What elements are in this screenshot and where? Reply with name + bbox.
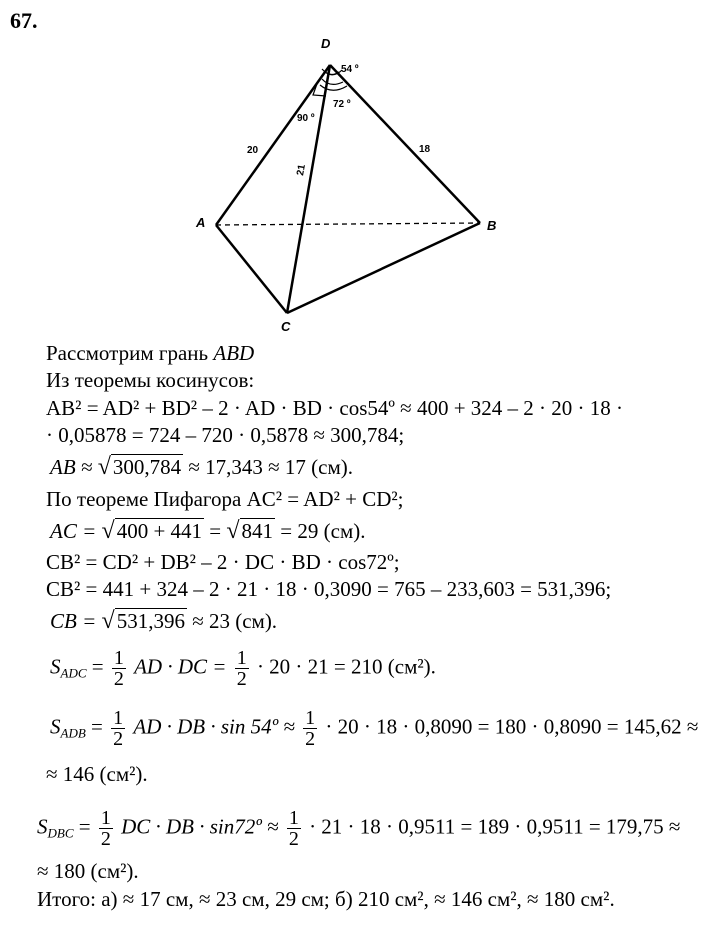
edge-label-cd: 21 [295, 163, 308, 177]
area-dbc-formula: $S_{DBC}$ = $\frac{1}{2}$ DC · DB · sin72º ≈ $\frac{1}{2}$ · 21 · 18 · 0,9511 = 189 · 0,9511 = 179,75 ≈ [37, 807, 681, 850]
area-adb-formula: $S_{ADB}$ = $\frac{1}{2}$ AD · DB · sin 54º ≈ $\frac{1}{2}$ · 20 · 18 · 0,8090 = 180 · 0,8090 = 145,62 ≈ [50, 707, 699, 750]
edge-label-bd: 18 [419, 144, 431, 155]
edge-cd [287, 65, 330, 313]
line-cb-result: CB = √531,396 ≈ 23 (см). [50, 608, 278, 634]
area-dbc-continued: ≈ 180 (см²). [37, 859, 139, 883]
line-pythagoras: По теореме Пифагора AC² = AD² + CD²; [46, 487, 404, 511]
line-cosine-theorem: Из теоремы косинусов: [46, 368, 255, 392]
line-ab-result: AB ≈ √300,784 ≈ 17,343 ≈ 17 (см). [50, 454, 354, 480]
line-ac-result: AC = √400 + 441 = √841 = 29 (см). [50, 518, 366, 544]
line-cb-squared: CB² = 441 + 324 – 2 · 21 · 18 · 0,3090 = 765 – 233,603 = 531,396; [46, 577, 612, 601]
total-answer: Итого: а) ≈ 17 см, ≈ 23 см, 29 см; б) 210 см², ≈ 146 см², ≈ 180 см². [37, 887, 615, 911]
line-consider-face: Рассмотрим грань ABD [46, 341, 255, 365]
angle-label-bdc: 72 º [333, 99, 351, 110]
angle-arc-bdc-2 [320, 85, 347, 90]
edge-bd [330, 65, 480, 223]
edge-ab-hidden [216, 223, 480, 225]
edge-ad [216, 65, 330, 225]
line-ab-squared: AB² = AD² + BD² – 2 · AD · BD · cos54º ≈ 400 + 324 – 2 · 20 · 18 · [46, 396, 624, 420]
vertex-label-b: B [487, 218, 497, 233]
problem-number: 67. [10, 8, 38, 33]
tetrahedron-figure [0, 0, 706, 340]
line-cb-cosine: CB² = CD² + DB² – 2 · DC · BD · cos72º; [46, 550, 400, 574]
area-adc-formula: $S_{ADC}$ = $\frac{1}{2}$ AD · DC = $\frac{1}{2}$ · 20 · 21 = 210 (см²). [50, 647, 436, 690]
area-adb-continued: ≈ 146 (см²). [46, 762, 148, 786]
vertex-label-d: D [321, 36, 331, 51]
edge-label-ad: 20 [247, 145, 259, 156]
angle-label-adc: 90 º [297, 113, 315, 124]
angle-arc-bdc-1 [322, 79, 343, 84]
line-ab-continued: · 0,05878 = 724 – 720 · 0,5878 ≈ 300,784; [46, 423, 405, 447]
vertex-label-c: C [281, 319, 291, 334]
vertex-label-a: A [196, 215, 206, 230]
angle-label-adb: 54 º [341, 64, 359, 75]
edge-bc [287, 223, 480, 313]
edge-ac [216, 225, 287, 313]
